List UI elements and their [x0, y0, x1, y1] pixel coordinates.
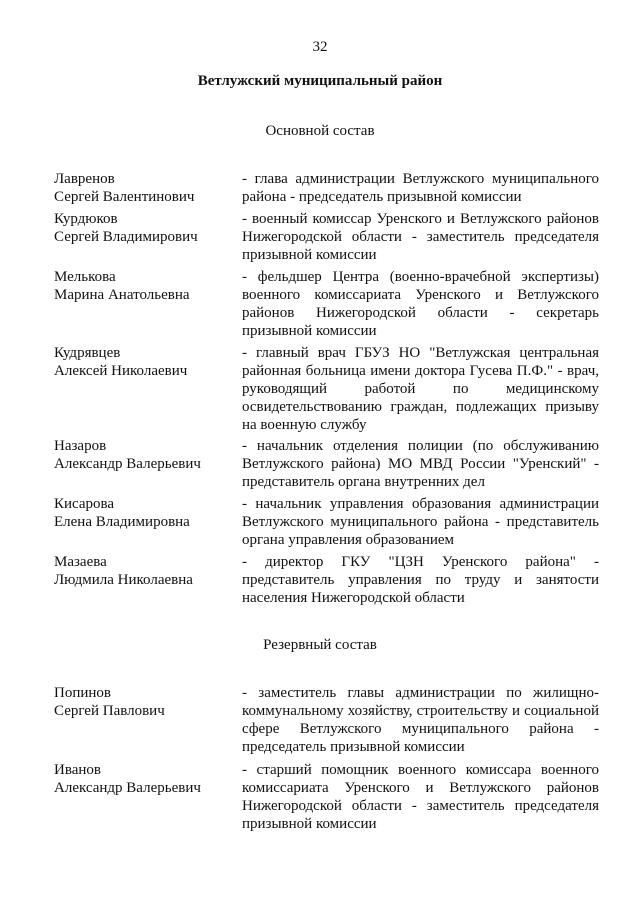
member-role: - глава администрации Ветлужского муниципального района - председатель призывной комиссии — [242, 171, 599, 205]
member-given-name: Елена Владимировна — [54, 514, 190, 530]
member-role: - фельдшер Центра (военно-врачебной экспертизы) военного комиссариата Уренского и Ветлужского районов Нижегородской области - секретарь призывной комиссии — [242, 269, 599, 339]
member-surname: Лавренов — [54, 171, 115, 187]
member-role: - начальник управления образования администрации Ветлужского муниципального района - представитель органа управления образованием — [242, 496, 599, 548]
member-given-name: Алексей Николаевич — [54, 363, 188, 379]
member-surname: Иванов — [54, 762, 101, 778]
page-number: 32 — [312, 39, 328, 55]
member-role: - старший помощник военного комиссара военного комиссариата Уренского и Ветлужского районов Нижегородской области - заместитель председателя призывной комиссии — [242, 762, 599, 832]
member-role: - начальник отделения полиции (по обслуживанию Ветлужского района) МО МВД России "Уренский" - представитель органа внутренних дел — [242, 438, 599, 490]
member-name — [54, 553, 234, 589]
member-surname: Мелькова — [54, 269, 116, 285]
member-surname: Назаров — [54, 438, 107, 454]
member-surname: Кудрявцев — [54, 345, 121, 361]
member-given-name: Александр Валерьевич — [54, 456, 201, 472]
member-surname: Мазаева — [54, 554, 107, 570]
member-given-name: Александр Валерьевич — [54, 780, 201, 796]
member-given-name: Сергей Павлович — [54, 703, 165, 719]
member-name — [54, 684, 234, 720]
member-surname: Кисарова — [54, 496, 115, 512]
member-role: - директор ГКУ "ЦЗН Уренского района" - представитель управления по труду и занятости населения Нижегородской области — [242, 554, 599, 606]
member-surname: Попинов — [54, 685, 111, 701]
member-name — [54, 761, 234, 797]
member-given-name: Сергей Владимирович — [54, 229, 198, 245]
member-name — [54, 437, 234, 473]
member-name — [54, 344, 234, 380]
main-section-heading: Основной состав — [265, 123, 375, 139]
member-role: - военный комиссар Уренского и Ветлужского районов Нижегородской области - заместитель председателя призывной комиссии — [242, 211, 599, 263]
member-given-name: Сергей Валентинович — [54, 189, 195, 205]
member-name — [54, 170, 234, 206]
member-role: - главный врач ГБУЗ НО "Ветлужская центральная районная больница имени доктора Гусева П.Ф." - врач, руководящий работой по медицинскому освидетельствованию граждан, подлежащих призыву на военную службу — [242, 345, 599, 433]
member-role: - заместитель главы администрации по жилищно-коммунальному хозяйству, строительству и социальной сфере Ветлужского муниципального района - председатель призывной комиссии — [242, 685, 599, 755]
member-name — [54, 268, 234, 304]
member-surname: Курдюков — [54, 211, 118, 227]
page-title: Ветлужский муниципальный район — [197, 73, 443, 89]
member-given-name: Людмила Николаевна — [54, 572, 193, 588]
member-name — [54, 495, 234, 531]
reserve-section-heading: Резервный состав — [263, 637, 377, 653]
member-name — [54, 210, 234, 246]
member-given-name: Марина Анатольевна — [54, 287, 190, 303]
